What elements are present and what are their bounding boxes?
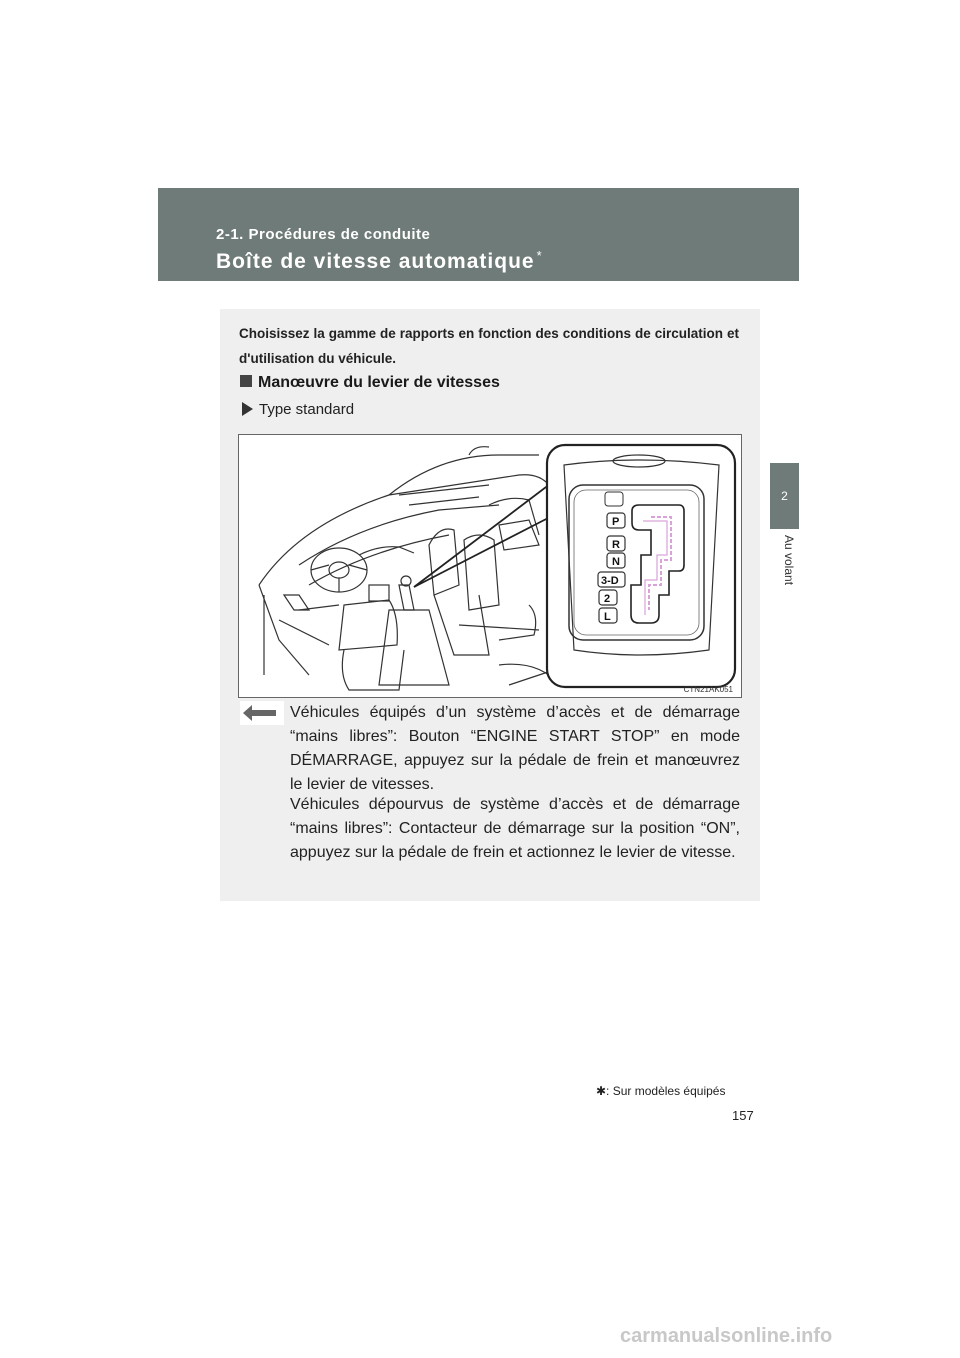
chapter-tab[interactable]: 2 — [770, 463, 799, 529]
section-label: 2-1. Procédures de conduite — [216, 226, 431, 243]
watermark: carmanualsonline.info — [620, 1325, 833, 1347]
intro-text: Choisissez la gamme de rapports en fonction des conditions de circulation et d'utilisation du véhicule. — [239, 326, 739, 366]
paragraph-keyless: Véhicules équipés d’un système d’accès et de démarrage “mains libres”: Bouton “ENGINE START STOP” en mode DÉMARRAGE, appuyez sur la pédale de frein et manœuvrez le levier de vitesses. — [290, 704, 740, 793]
gear-label: L — [604, 611, 611, 623]
paragraph-standard: Véhicules dépourvus de système d’accès et de démarrage “mains libres”: Contacteur de démarrage sur la position “ON”, appuyez sur la pédale de frein et actionnez le levier de vitesse. — [290, 796, 740, 861]
subheading — [240, 374, 500, 392]
gear-label: R — [612, 539, 620, 551]
page-title-text: Boîte de vitesse automatique — [216, 250, 535, 273]
page-title — [216, 248, 543, 274]
footnote: ✱: Sur modèles équipés — [596, 1084, 726, 1098]
gear-label: 2 — [604, 593, 611, 605]
subheading-text: Manœuvre du levier de vitesses — [258, 374, 500, 391]
content-box — [220, 309, 760, 901]
asterisk-icon: * — [536, 248, 543, 263]
gear-label: 3-D — [601, 575, 619, 587]
back-arrow-icon — [240, 701, 284, 725]
type-row — [242, 401, 354, 418]
type-label: Type standard — [259, 401, 355, 418]
header-band — [158, 188, 799, 281]
figure-code: CTN21AK051 — [683, 685, 733, 694]
shift-lever-figure — [238, 434, 742, 698]
chapter-label: Au volant — [782, 535, 796, 586]
gear-label: P — [612, 516, 620, 528]
triangle-arrow-icon — [242, 402, 253, 416]
square-bullet-icon — [240, 375, 252, 387]
car-interior-illustration — [239, 435, 741, 697]
page-number: 157 — [732, 1108, 754, 1123]
gear-label: N — [612, 556, 620, 568]
